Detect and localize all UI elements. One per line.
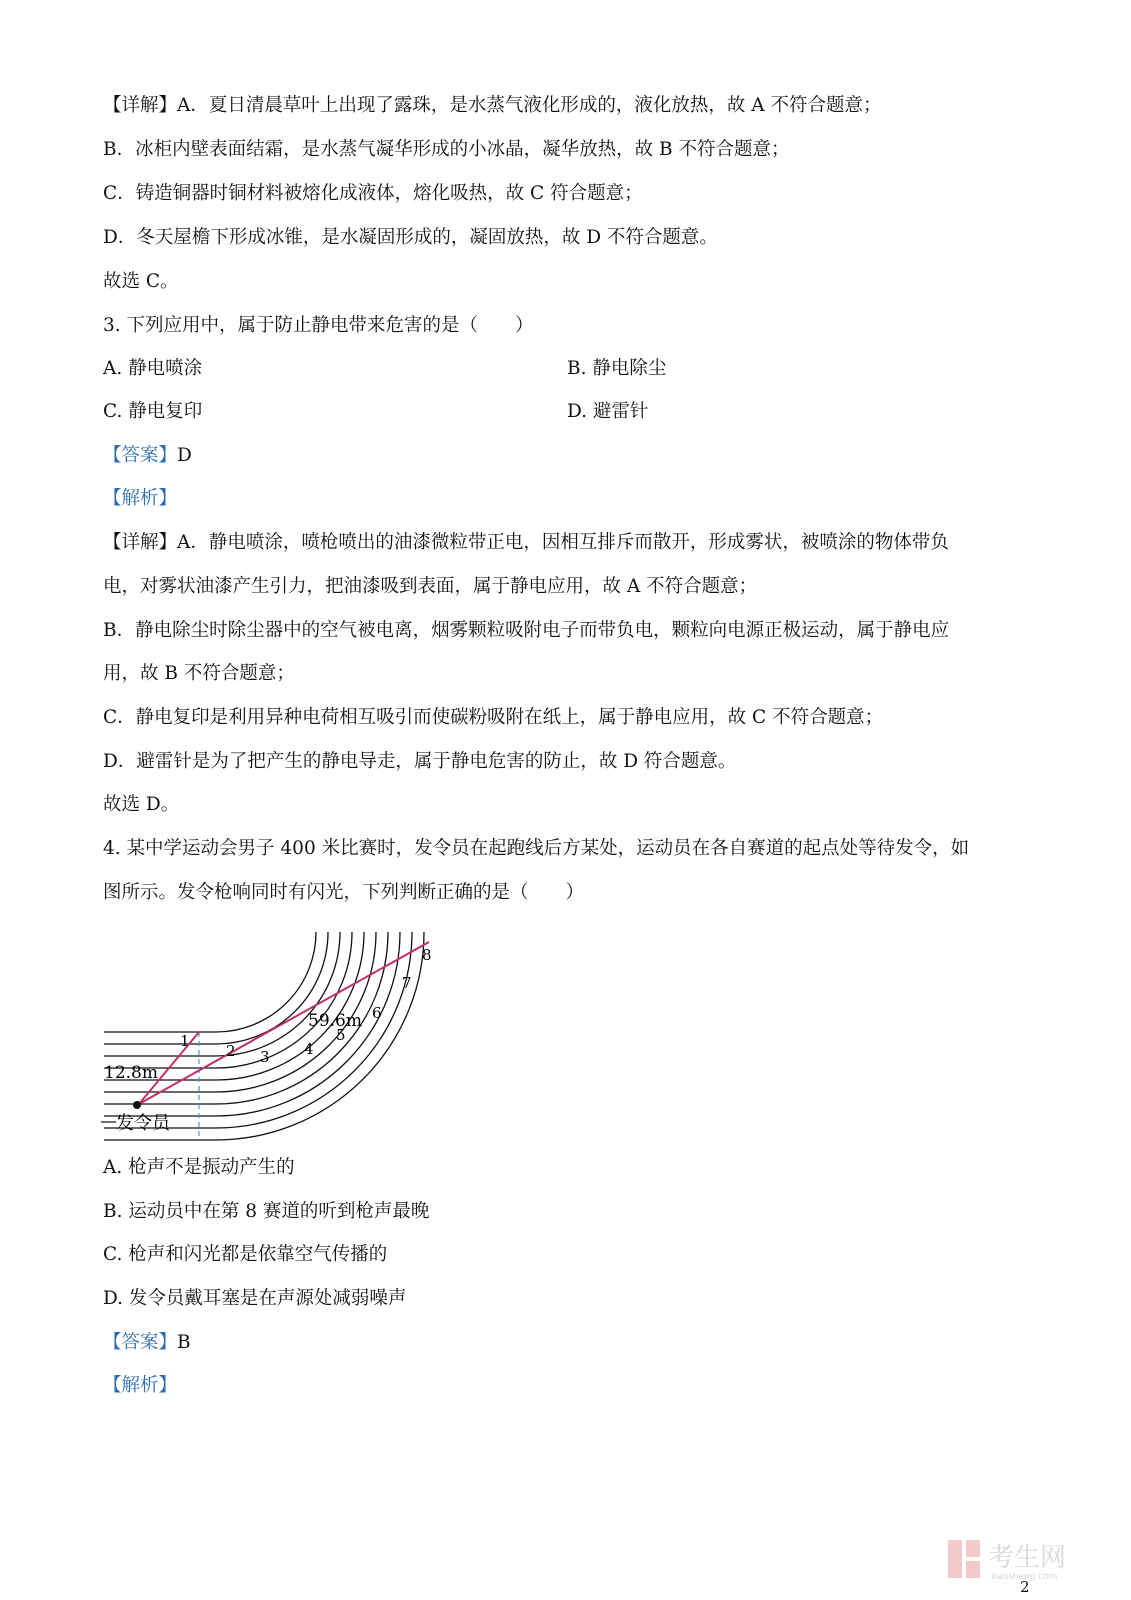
- watermark-block: [948, 1540, 962, 1578]
- lane-line: [104, 932, 424, 1140]
- question-4-stem-line: 图所示。发令枪响同时有闪光，下列判断正确的是（ ）: [103, 882, 585, 903]
- text-line: 【详解】A．静电喷涂，喷枪喷出的油漆微粒带正电，因相互排斥而散开，形成雾状，被喷涂的物体带负: [103, 532, 949, 553]
- q4-option-b: B. 运动员中在第 8 赛道的听到枪声最晚: [103, 1201, 430, 1222]
- text-line: D．避雷针是为了把产生的静电导走，属于静电危害的防止，故 D 符合题意。: [103, 751, 737, 772]
- watermark-block: [966, 1540, 980, 1557]
- page-number: 2: [1020, 1578, 1030, 1596]
- answer-value: D: [177, 445, 192, 466]
- text-line: B．静电除尘时除尘器中的空气被电离，烟雾颗粒吸附电子而带负电，颗粒向电源正极运动，属于静电应: [103, 620, 950, 641]
- watermark-url: kaosheng.com: [992, 1572, 1058, 1582]
- option-a: A. 静电喷涂: [103, 358, 203, 379]
- lane-numbers: [180, 946, 432, 1066]
- q4-option-a: A. 枪声不是振动产生的: [103, 1157, 295, 1178]
- lane-number-7: 7: [402, 974, 412, 992]
- distance-lines: [139, 942, 429, 1104]
- lane-number-3: 3: [260, 1048, 270, 1066]
- lane-number-1: 1: [180, 1032, 190, 1050]
- lane-line: [104, 932, 316, 1032]
- lane-number-2: 2: [226, 1042, 236, 1060]
- distance-label-12-8: 12.8m: [104, 1063, 158, 1083]
- text-line: 电，对雾状油漆产生引力，把油漆吸到表面，属于静电应用，故 A 不符合题意；: [103, 576, 758, 597]
- question-4-stem-line: 4. 某中学运动会男子 400 米比赛时，发令员在起跑线后方某处，运动员在各自赛道的起点处等待发令，如: [103, 838, 970, 859]
- watermark-logo: [948, 1538, 1098, 1582]
- track-lanes: [104, 932, 424, 1140]
- text-line: C．静电复印是利用异种电荷相互吸引而使碳粉吸附在纸上，属于静电应用，故 C 不符合题意；: [103, 707, 884, 728]
- q4-option-c: C. 枪声和闪光都是依靠空气传播的: [103, 1244, 388, 1265]
- question-3-stem: 3. 下列应用中，属于防止静电带来危害的是（ ）: [103, 315, 534, 336]
- distance-line-lane-8: [139, 942, 429, 1104]
- option-d: D. 避雷针: [567, 401, 649, 422]
- lane-line: [104, 932, 340, 1056]
- starter-label: 发令员: [116, 1113, 170, 1134]
- analysis-tag: 【解析】: [103, 488, 178, 509]
- distance-label-59-6: 59.6m: [308, 1011, 362, 1031]
- watermark-block: [966, 1561, 980, 1578]
- lane-number-8: 8: [422, 946, 432, 964]
- answer-line: [103, 443, 192, 469]
- lane-number-6: 6: [372, 1004, 382, 1022]
- lane-number-4: 4: [304, 1040, 314, 1058]
- track-figure: [96, 932, 456, 1142]
- text-line: 故选 D。: [103, 794, 180, 815]
- watermark-text: 考生网: [988, 1543, 1067, 1573]
- text-line: B．冰柜内壁表面结霜，是水蒸气凝华形成的小冰晶，凝华放热，故 B 不符合题意；: [103, 139, 790, 160]
- answer-tag: 【答案】: [103, 1332, 178, 1353]
- answer-value: B: [177, 1332, 191, 1353]
- q4-option-d: D. 发令员戴耳塞是在声源处减弱噪声: [103, 1288, 407, 1309]
- text-line: C．铸造铜器时铜材料被熔化成液体，熔化吸热，故 C 符合题意；: [103, 183, 643, 204]
- option-c: C. 静电复印: [103, 401, 203, 422]
- text-line: D．冬天屋檐下形成冰锥，是水凝固形成的，凝固放热，故 D 不符合题意。: [103, 227, 718, 248]
- answer-tag: 【答案】: [103, 445, 178, 466]
- text-line: 【详解】A．夏日清晨草叶上出现了露珠，是水蒸气液化形成的，液化放热，故 A 不符合题意；: [103, 95, 882, 116]
- lane-number-5: 5: [336, 1026, 346, 1044]
- text-line: 故选 C。: [103, 271, 179, 292]
- text-line: 用，故 B 不符合题意；: [103, 663, 295, 684]
- q4-answer-line: [103, 1330, 191, 1356]
- q4-analysis-tag: 【解析】: [103, 1375, 178, 1396]
- option-b: B. 静电除尘: [567, 358, 667, 379]
- lane-line: [104, 932, 328, 1044]
- starter-dot: [133, 1101, 141, 1109]
